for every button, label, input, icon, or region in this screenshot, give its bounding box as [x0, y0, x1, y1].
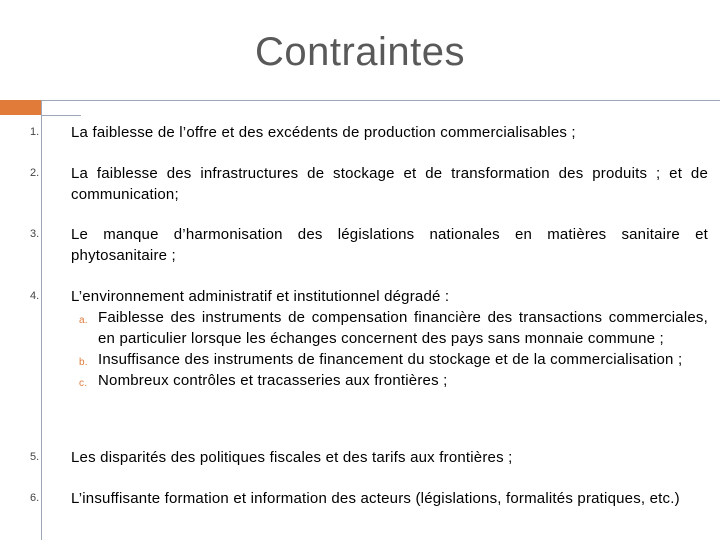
item-text: L’environnement administratif et institutionnel dégradé : — [71, 288, 450, 305]
sub-item-text: Nombreux contrôles et tracasseries aux frontières ; — [98, 372, 448, 389]
sub-item-number: b. — [79, 357, 88, 368]
sub-item-a — [71, 307, 708, 349]
item-number: 3. — [30, 228, 40, 240]
sub-item-c — [71, 370, 708, 391]
item-text: Les disparités des politiques fiscales et des tarifs aux frontières ; — [71, 449, 513, 466]
item-number: 5. — [30, 451, 40, 463]
item-number: 4. — [30, 290, 40, 302]
sub-item-text: Faiblesse des instruments de compensation financière des transactions commerciales, en particulier lorsque les échanges concernent des pays sans monnaie commune ; — [98, 309, 708, 347]
item-number: 6. — [30, 492, 40, 504]
item-text: L’insuffisante formation et information des acteurs (législations, formalités pratiques, etc.) — [71, 490, 680, 507]
slide-title: Contraintes — [254, 30, 466, 74]
sub-item-text: Insuffisance des instruments de financement du stockage et de la commercialisation ; — [98, 351, 683, 368]
sub-item-number: c. — [79, 378, 88, 389]
item-text: La faiblesse des infrastructures de stockage et de transformation des produits ; et de communication; — [71, 165, 708, 203]
item-number: 2. — [30, 167, 40, 179]
item-number: 1. — [30, 126, 40, 138]
sub-item-number: a. — [79, 315, 88, 326]
item-text-block — [71, 286, 708, 391]
item-text: Le manque d’harmonisation des législations nationales en matières sanitaire et phytosanitaire ; — [71, 226, 708, 264]
item-text: La faiblesse de l’offre et des excédents de production commercialisables ; — [71, 124, 576, 141]
sub-item-b — [71, 349, 708, 370]
